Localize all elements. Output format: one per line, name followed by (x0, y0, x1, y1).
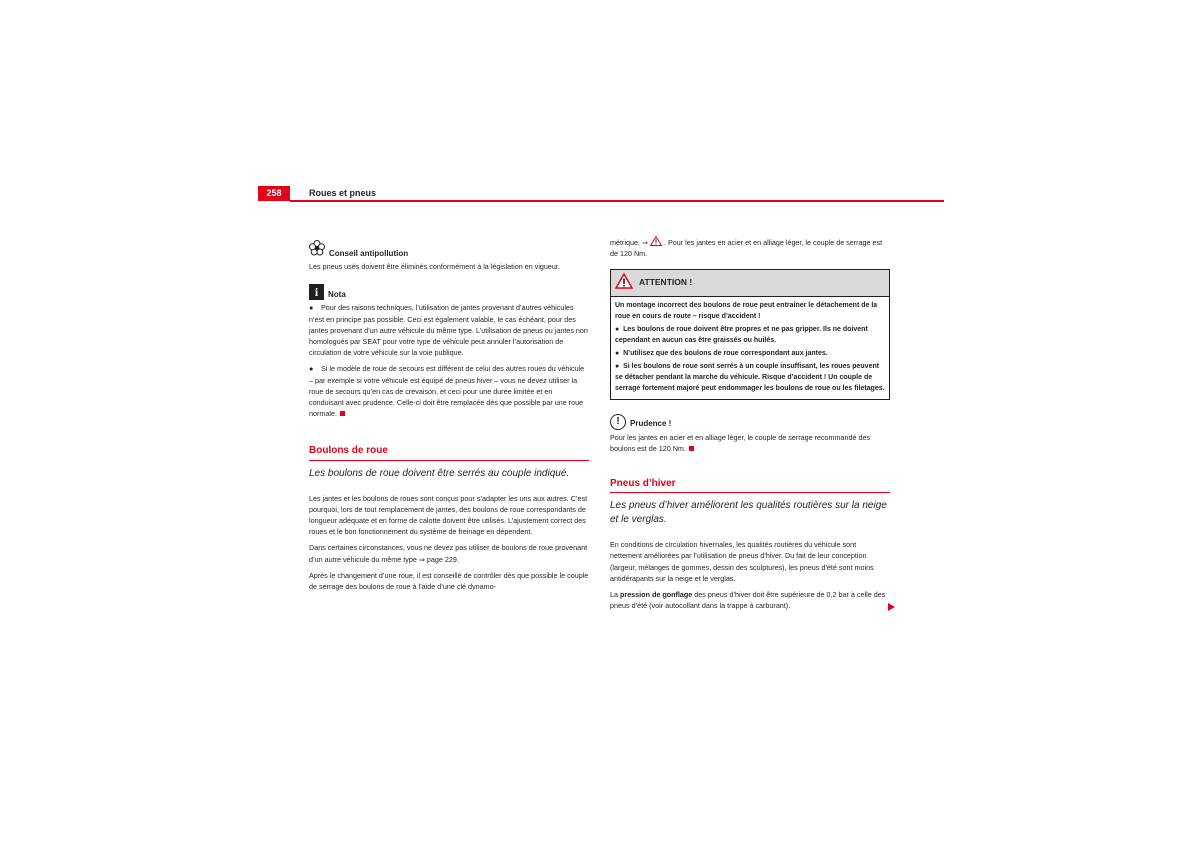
attention-header (611, 270, 889, 296)
warning-triangle-icon (615, 273, 633, 292)
attention-intro: Un montage incorrect des boulons de roue peut entraîner le détachement de la roue en cours de route – risque d’accident ! (615, 301, 878, 320)
header-rule (290, 200, 944, 202)
attention-body (611, 297, 889, 399)
section-subtitle-hiver: Les pneus d’hiver améliorent les qualités routières sur la neige et le verglas. (610, 500, 887, 526)
attention-title: ATTENTION ! (639, 277, 693, 288)
nota-bullet-2: ● Si le modèle de roue de secours est différent de celui des autres roues du véhicule – par exemple si votre véhicule est équipé de pneus hiver – vous ne devez utiliser la roue de secours qu’en cas de crevaison, et ceci pour une durée limitée et en conduisant avec prudence. Celle-ci doit être remplacée dès que possible par une roue normale. (309, 364, 585, 419)
eco-title: Conseil antipollution (329, 249, 409, 258)
nota-bullet-1: ● Pour des raisons techniques, l’utilisation de jantes provenant d’autres véhicules n’est en principe pas possible. Ceci est également valable, le cas échéant, pour des jantes provenant d’un autre véhicule du même type. L’utilisation de pneus ou jantes non homologués par SEAT pour votre type de véhicule peut annuler l’autorisation de circulation de votre véhicule sur la voie publique. (309, 303, 588, 358)
attention-bullet-2: ● N’utilisez que des boulons de roue correspondant aux jantes. (615, 349, 828, 357)
section-title-hiver: Pneus d’hiver (610, 478, 890, 493)
section-title-boulons: Boulons de roue (309, 445, 589, 460)
attention-bullet-1: ● Les boulons de roue doivent être propres et ne pas gripper. Ils ne doivent cependant en aucun cas être graissés ou huilés. (615, 325, 868, 344)
eco-heading (309, 240, 589, 259)
exclamation-circle-icon: ! (610, 414, 626, 430)
boulons-paragraph-2: Dans certaines circonstances, vous ne devez pas utiliser de boulons de roue provenant d’un autre véhicule du même type ⇒ page 229. (309, 543, 588, 564)
hiver-paragraph-1: En conditions de circulation hivernales, les qualités routières du véhicule sont nettement améliorées par l’utilisation de pneus d’hiver. Du fait de leur conception (largeur, mélanges de gommes, dessin des sculptures), les pneus d’été sont moins antidérapants sur la neige et le verglas. (610, 540, 874, 583)
end-of-section-mark (689, 446, 694, 451)
attention-box (610, 269, 890, 399)
info-icon: i (309, 284, 324, 300)
nota-heading (309, 284, 589, 300)
end-of-section-mark (340, 411, 345, 416)
intro-paragraph: métrique. ⇒ . Pour les jantes en acier et en alliage léger, le couple de serrage est de 120 Nm. (610, 238, 883, 259)
right-column (610, 236, 890, 616)
left-column (309, 240, 589, 597)
nota-title: Nota (328, 290, 346, 300)
page-number: 258 (258, 186, 290, 201)
prudence-title: Prudence ! (630, 419, 672, 429)
prudence-heading (610, 414, 890, 430)
warning-triangle-icon (650, 238, 664, 247)
section-subtitle-boulons: Les boulons de roue doivent être serrés au couple indiqué. (309, 467, 570, 479)
flower-icon (309, 240, 325, 259)
boulons-paragraph-1: Les jantes et les boulons de roues sont conçus pour s’adapter les uns aux autres. C’est pourquoi, lors de tout remplacement de jantes, des boulons de roue correspondants de longueur adéquate et en forme de calotte doivent être utilisés. L’ajustement correct des roues et le bon fonctionnement du système de freinage en dépendent. (309, 493, 588, 537)
hiver-paragraph-2: La pression de gonflage des pneus d’hiver doit être supérieure de 0,2 bar à celle des pneus d’été (voir autocollant dans la trappe à carburant). (610, 590, 886, 611)
eco-text: Les pneus usés doivent être éliminés conformément à la législation en vigueur. (309, 262, 560, 272)
prudence-text: Pour les jantes en acier et en alliage léger, le couple de serrage recommandé des boulons est de 120 Nm. (610, 432, 871, 453)
chapter-title: Roues et pneus (309, 188, 377, 198)
boulons-paragraph-3: Après le changement d’une roue, il est conseillé de contrôler dès que possible le couple de serrage des boulons de roue à l’aide d’une clé dynamo- (309, 570, 589, 592)
attention-bullet-3: ● Si les boulons de roue sont serrés à un couple insuffisant, les roues peuvent se détacher pendant la marche du véhicule. Risque d’accident ! Un couple de serrage fortement majoré peut endommager les boulons de roue ou les filetages. (615, 362, 885, 392)
next-page-arrow-icon[interactable] (888, 603, 895, 611)
